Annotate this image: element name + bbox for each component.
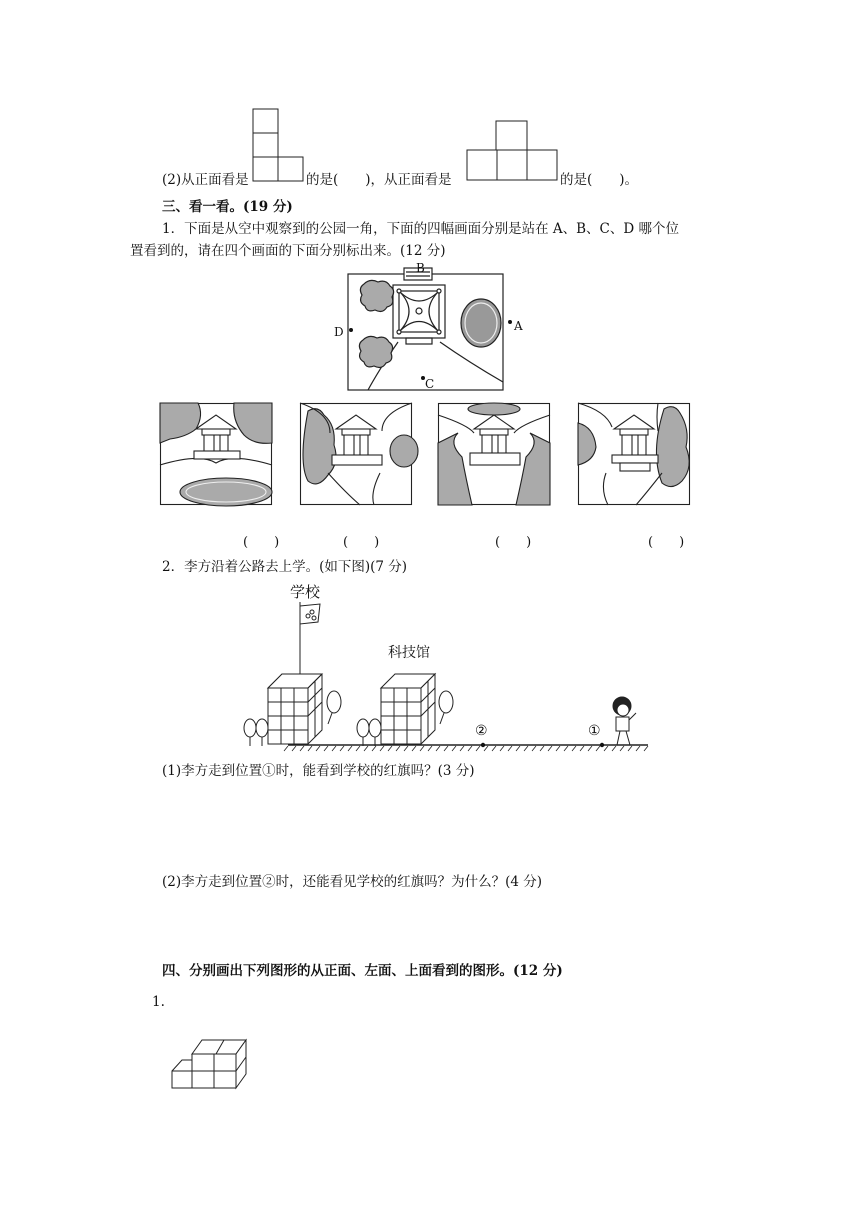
item-1-line-2: 置看到的，请在四个画面的下面分别标出来。(12 分) bbox=[130, 243, 446, 259]
map-label-b: B bbox=[416, 261, 425, 275]
sub-question-2: (2)李方走到位置②时，还能看见学校的红旗吗？为什么？(4 分) bbox=[162, 874, 543, 890]
answer-paren-3[interactable]: ( ) bbox=[495, 535, 532, 550]
position-2-label: ② bbox=[475, 723, 488, 739]
section-3-heading: 三、看一看。(19 分) bbox=[162, 199, 293, 215]
answer-paren-2[interactable]: ( ) bbox=[343, 535, 380, 550]
section-4-item-1: 1. bbox=[152, 994, 165, 1010]
viewpoint-picture-1 bbox=[160, 403, 272, 505]
map-label-c: C bbox=[425, 377, 435, 391]
item-1-line-1: 1．下面是从空中观察到的公园一角，下面的四幅画面分别是站在 A、B、C、D 哪个位 bbox=[162, 221, 679, 237]
section-4-heading: 四、分别画出下列图形的从正面、左面、上面看到的图形。(12 分) bbox=[162, 963, 563, 979]
front-view-shape-1 bbox=[252, 108, 304, 184]
question-2-text-a: (2)从正面看是 bbox=[162, 172, 249, 188]
question-2-text-c: 的是( )。 bbox=[560, 172, 639, 188]
school-label: 学校 bbox=[290, 583, 321, 601]
viewpoint-picture-2 bbox=[300, 403, 412, 505]
viewpoint-picture-4 bbox=[578, 403, 690, 505]
question-2-text-b: 的是( )，从正面看是 bbox=[306, 172, 452, 188]
sub-question-1: (1)李方走到位置①时，能看到学校的红旗吗？(3 分) bbox=[162, 763, 475, 779]
map-label-d: D bbox=[334, 325, 344, 339]
cube-stack-figure bbox=[172, 1036, 248, 1092]
viewpoint-picture-3 bbox=[438, 403, 550, 505]
front-view-shape-2 bbox=[466, 120, 560, 182]
item-2-text: 2．李方沿着公路去上学。(如下图)(7 分) bbox=[162, 559, 408, 575]
answer-paren-4[interactable]: ( ) bbox=[648, 535, 685, 550]
position-1-label: ① bbox=[588, 723, 601, 739]
map-label-a: A bbox=[514, 319, 523, 333]
museum-label: 科技馆 bbox=[388, 645, 430, 661]
answer-paren-1[interactable]: ( ) bbox=[243, 535, 280, 550]
